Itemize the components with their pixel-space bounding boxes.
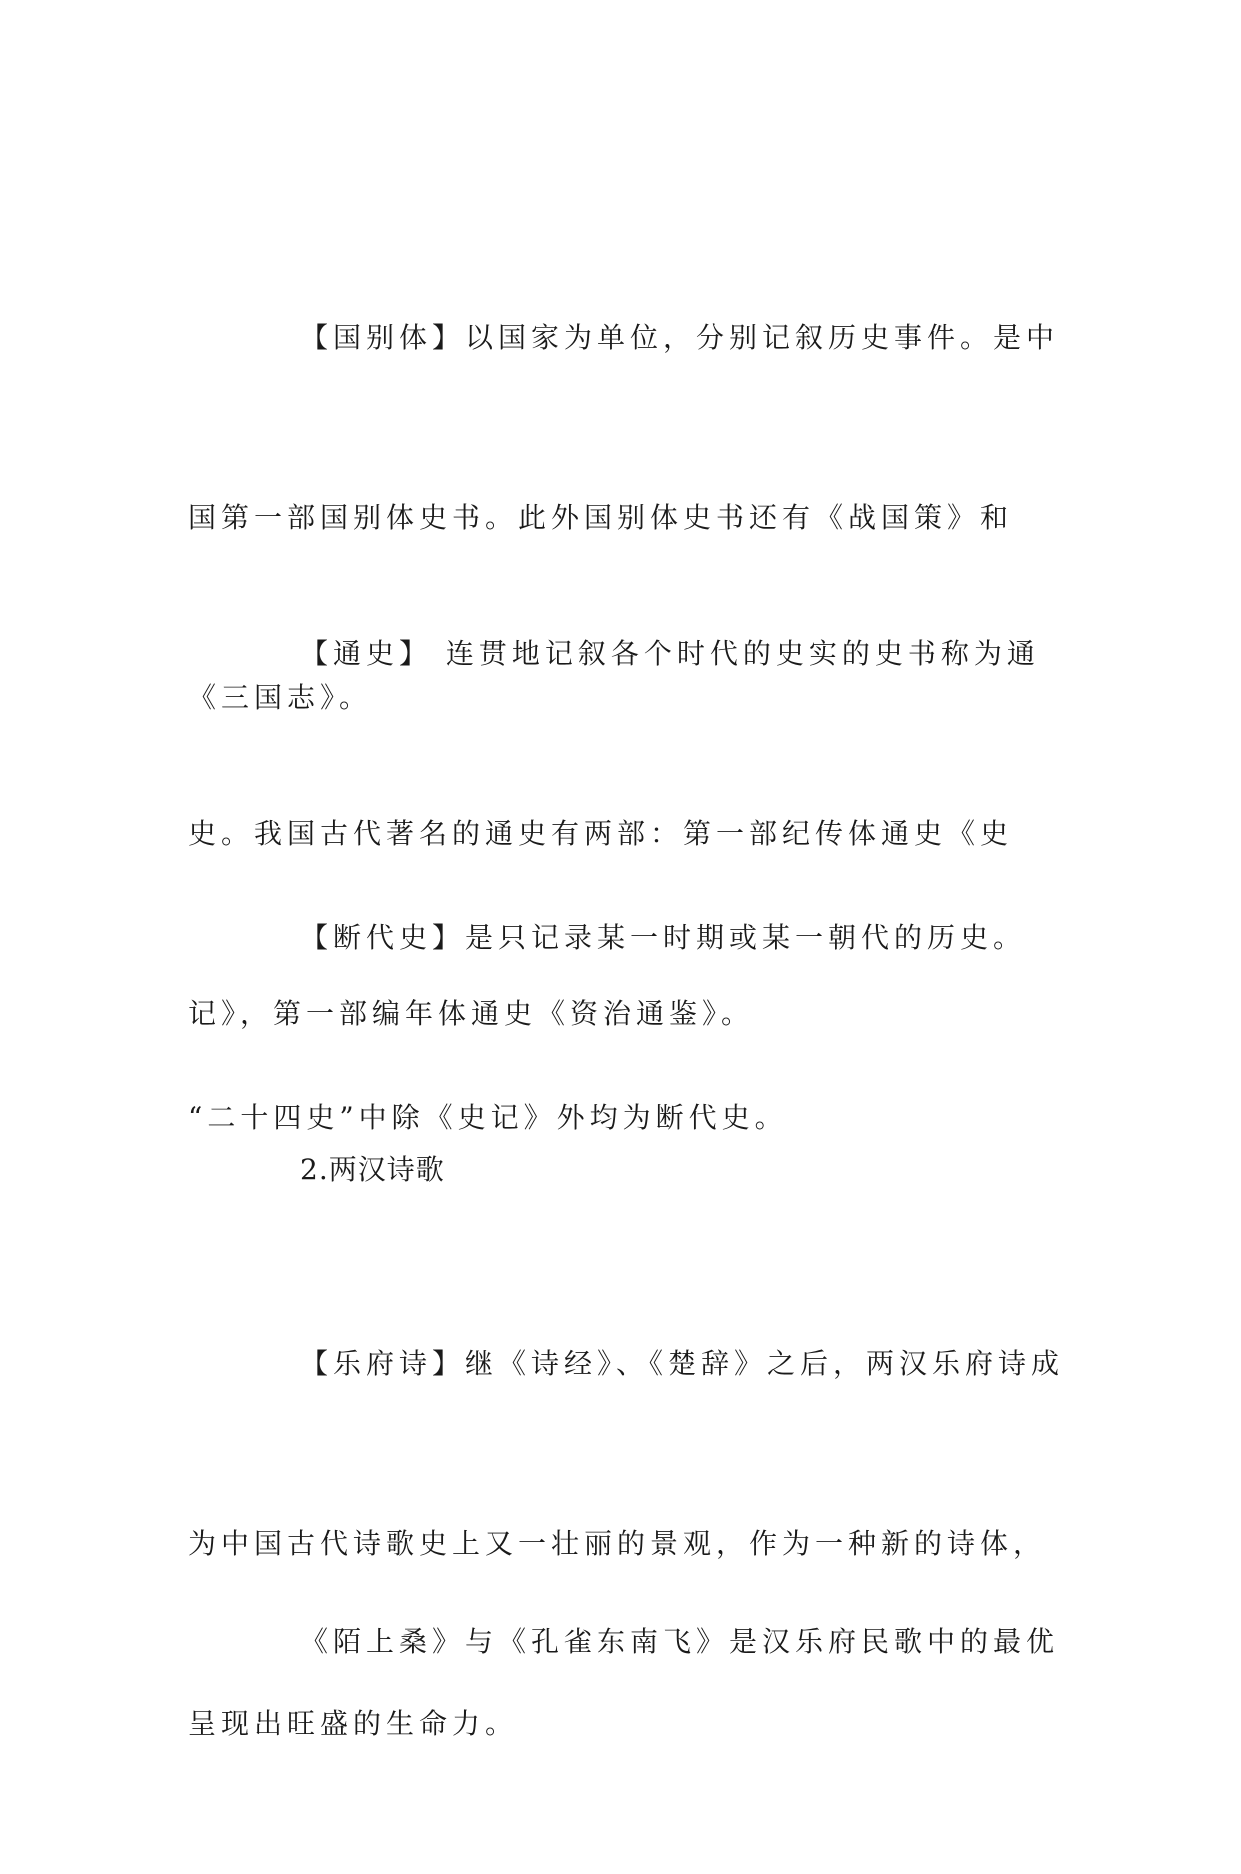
text-line: “二十四史”中除《史记》外均为断代史。 — [188, 1101, 788, 1134]
text-line: 为中国古代诗歌史上又一壮丽的景观，作为一种新的诗体， — [188, 1527, 1047, 1560]
text-line: 史。我国古代著名的通史有两部：第一部纪传体通史《史 — [188, 817, 1014, 850]
text-line: 【乐府诗】继《诗经》、《楚辞》之后，两汉乐府诗成 — [300, 1347, 1065, 1380]
text-line: 国第一部国别体史书。此外国别体史书还有《战国策》和 — [188, 501, 1014, 534]
text-line: 【国别体】以国家为单位，分别记叙历史事件。是中 — [300, 321, 1060, 354]
text-line: 呈现出旺盛的生命力。 — [188, 1707, 519, 1740]
text-line: 《陌上桑》与《孔雀东南飞》是汉乐府民歌中的最优 — [300, 1625, 1060, 1658]
paragraph-moshangsang — [188, 1492, 1068, 1792]
text-line: 《三国志》。 — [188, 681, 373, 714]
text-line: 【通史】 连贯地记叙各个时代的史实的史书称为通 — [300, 637, 1040, 670]
text-line: 记》，第一部编年体通史《资治通鉴》。 — [188, 997, 755, 1030]
heading-text: 2.两汉诗歌 — [300, 1153, 445, 1186]
text-line: 【断代史】是只记录某一时期或某一朝代的历史。 — [300, 921, 1027, 954]
